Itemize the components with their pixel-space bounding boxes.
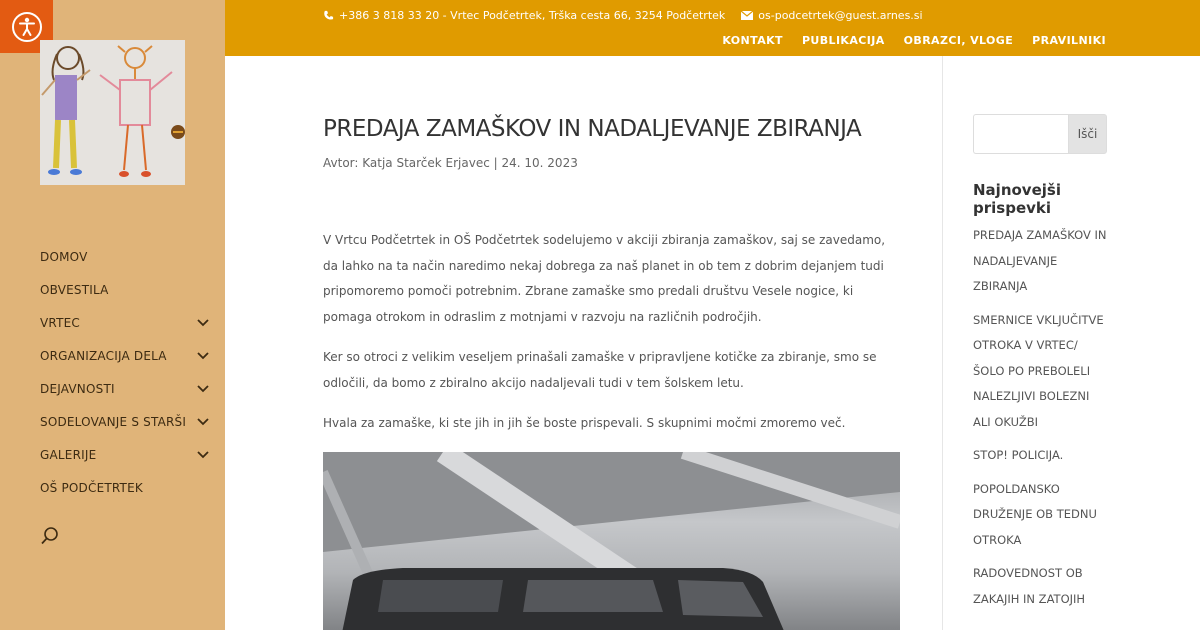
nav-item-obvestila[interactable]: [40, 273, 210, 306]
chevron-down-icon[interactable]: [196, 316, 210, 330]
phone-address-text: +386 3 818 33 20 - Vrtec Podčetrtek, Trška cesta 66, 3254 Podčetrtek: [339, 9, 726, 22]
top-bar: [225, 0, 1200, 56]
recent-posts-heading: Najnovejši prispevki: [973, 181, 1061, 217]
post-title: PREDAJA ZAMAŠKOV IN NADALJEVANJE ZBIRANJA: [323, 116, 862, 142]
recent-post-link[interactable]: STOP! POLICIJA.: [973, 448, 1064, 462]
top-menu-kontakt[interactable]: KONTAKT: [722, 34, 783, 47]
meta-prefix: Avtor:: [323, 156, 363, 170]
post-paragraph: V Vrtcu Podčetrtek in OŠ Podčetrtek sodelujemo v akciji zbiranja zamaškov, saj se zavedamo, da lahko na ta način naredimo nekaj dobrega za naš planet in ob tem z dobrim dejanjem tudi pripomoremo pomoči potrebnim. Zbrane zamaške smo predali društvu Vesele nogice, ki pomaga otrokom in odraslim z motnjami v razvoju na različnih področjih.: [323, 233, 886, 324]
nav-item-vrtec[interactable]: [40, 306, 210, 339]
recent-post-link[interactable]: POPOLDANSKO DRUŽENJE OB TEDNU OTROKA: [973, 481, 1097, 547]
nav-label: OBVESTILA: [40, 282, 109, 297]
chevron-down-icon[interactable]: [196, 448, 210, 462]
right-sidebar: [973, 56, 1107, 620]
post-image: [323, 452, 900, 630]
nav-label: OŠ PODČETRTEK: [40, 480, 143, 495]
accessibility-icon: [11, 11, 43, 43]
left-sidebar: [0, 0, 225, 630]
nav-label: VRTEC: [40, 315, 80, 330]
site-logo[interactable]: [40, 40, 185, 185]
recent-posts-list: [973, 223, 1107, 612]
nav-item-galerije[interactable]: [40, 438, 210, 471]
chevron-down-icon[interactable]: [196, 415, 210, 429]
nav-item-os-podcetrtek[interactable]: [40, 471, 210, 504]
contact-info: [323, 9, 923, 22]
top-menu-obrazci-vloge[interactable]: OBRAZCI, VLOGE: [903, 34, 1014, 47]
nav-item-domov[interactable]: [40, 240, 210, 273]
top-menu-pravilniki[interactable]: PRAVILNIKI: [1032, 34, 1106, 47]
top-menu: [722, 34, 1106, 47]
post-date: 24. 10. 2023: [501, 156, 578, 170]
recent-post-link[interactable]: RADOVEDNOST OB ZAKAJIH IN ZATOJIH: [973, 566, 1086, 606]
nav-label: GALERIJE: [40, 447, 97, 462]
mail-icon: [741, 11, 753, 20]
phone-icon: [323, 10, 334, 21]
post-paragraph: Ker so otroci z velikim veseljem prinašali zamaške v pripravljene kotičke za zbiranje, smo se odločili, da bomo z zbiralno akcijo nadaljevali tudi v tem šolskem letu.: [323, 350, 877, 390]
post-paragraph: Hvala za zamaške, ki ste jih in jih še boste prispevali. S skupnimi močmi zmoremo več.: [323, 416, 846, 430]
top-menu-publikacija[interactable]: PUBLIKACIJA: [801, 34, 885, 47]
search-form: [973, 114, 1107, 154]
post-meta: [323, 156, 900, 170]
nav-label: DOMOV: [40, 249, 88, 264]
chevron-down-icon[interactable]: [196, 349, 210, 363]
recent-post-link[interactable]: SMERNICE VKLJUČITVE OTROKA V VRTEC/ ŠOLO PO PREBOLELI NALEZLJIVI BOLEZNI ALI OKUŽBI: [973, 312, 1104, 429]
author-link[interactable]: Katja Starček Erjavec: [362, 156, 490, 170]
nav-item-dejavnosti[interactable]: [40, 372, 210, 405]
recent-post-link[interactable]: PREDAJA ZAMAŠKOV IN NADALJEVANJE ZBIRANJA: [973, 228, 1107, 293]
content-divider: [942, 56, 943, 630]
nav-item-sodelovanje-s-starsi[interactable]: [40, 405, 210, 438]
meta-separator: |: [489, 156, 502, 170]
post-content: [323, 56, 900, 630]
nav-label: ORGANIZACIJA DELA: [40, 348, 167, 363]
sidebar-nav: [40, 240, 210, 504]
nav-label: DEJAVNOSTI: [40, 381, 115, 396]
email-link[interactable]: os-podcetrtek@guest.arnes.si: [758, 9, 923, 22]
nav-label: SODELOVANJE S STARŠI: [40, 414, 187, 429]
search-button[interactable]: Išči: [1068, 114, 1107, 154]
chevron-down-icon[interactable]: [196, 382, 210, 396]
search-input[interactable]: [973, 114, 1068, 154]
nav-item-organizacija-dela[interactable]: [40, 339, 210, 372]
children-drawing-logo: [40, 40, 185, 185]
search-icon[interactable]: [40, 526, 60, 546]
